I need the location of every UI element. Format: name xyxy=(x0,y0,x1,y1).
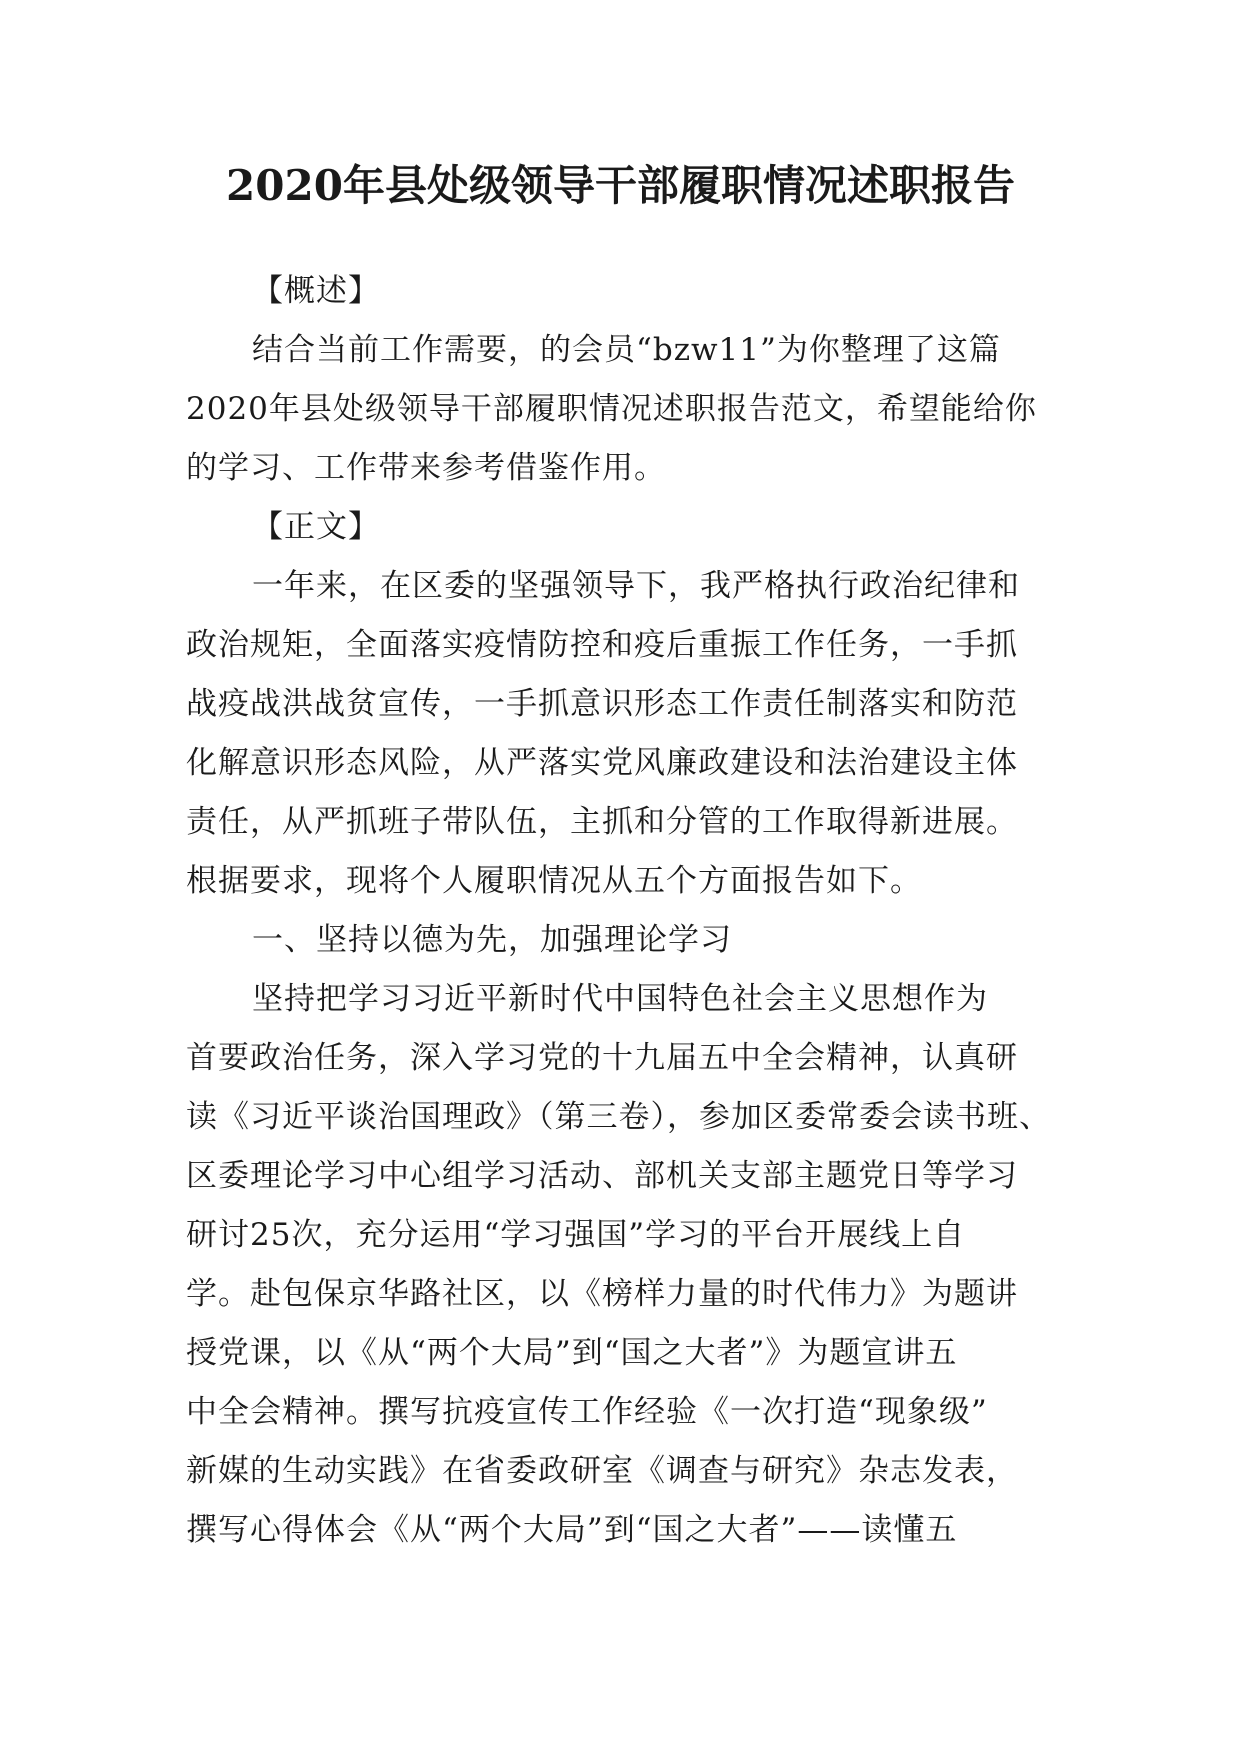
body-line: 结合当前工作需要，的会员“bzw11”为你整理了这篇 xyxy=(252,332,1001,368)
document-title: 2020年县处级领导干部履职情况述职报告 xyxy=(226,161,1015,210)
body-line: 战疫战洪战贫宣传，一手抓意识形态工作责任制落实和防范 xyxy=(186,686,1018,722)
body-line: 2020年县处级领导干部履职情况述职报告范文，希望能给你 xyxy=(186,391,1037,427)
body-line: 首要政治任务，深入学习党的十九届五中全会精神，认真研 xyxy=(186,1040,1018,1076)
body-line: 化解意识形态风险，从严落实党风廉政建设和法治建设主体 xyxy=(186,745,1018,781)
body-line: 【概述】 xyxy=(252,273,380,309)
body-line: 一年来，在区委的坚强领导下，我严格执行政治纪律和 xyxy=(252,568,1020,604)
body-line: 【正文】 xyxy=(252,509,380,545)
body-line: 的学习、工作带来参考借鉴作用。 xyxy=(186,450,666,486)
body-line: 中全会精神。撰写抗疫宣传工作经验《一次打造“现象级” xyxy=(186,1394,988,1430)
body-line: 根据要求，现将个人履职情况从五个方面报告如下。 xyxy=(186,863,922,899)
body-line: 区委理论学习中心组学习活动、部机关支部主题党日等学习 xyxy=(186,1158,1018,1194)
body-line: 政治规矩，全面落实疫情防控和疫后重振工作任务，一手抓 xyxy=(186,627,1018,663)
body-line: 授党课，以《从“两个大局”到“国之大者”》为题宣讲五 xyxy=(186,1335,958,1371)
body-line: 新媒的生动实践》在省委政研室《调查与研究》杂志发表， xyxy=(186,1453,1018,1489)
body-line: 学。赴包保京华路社区，以《榜样力量的时代伟力》为题讲 xyxy=(186,1276,1018,1312)
body-line: 读《习近平谈治国理政》（第三卷），参加区委常委会读书班、 xyxy=(186,1099,1051,1135)
body-line: 一、坚持以德为先，加强理论学习 xyxy=(252,922,732,958)
document-body xyxy=(186,262,1056,1560)
body-line: 撰写心得体会《从“两个大局”到“国之大者”——读懂五 xyxy=(186,1512,958,1548)
body-line: 责任，从严抓班子带队伍，主抓和分管的工作取得新进展。 xyxy=(186,804,1018,840)
body-line: 坚持把学习习近平新时代中国特色社会主义思想作为 xyxy=(252,981,988,1017)
body-line: 研讨25次，充分运用“学习强国”学习的平台开展线上自 xyxy=(186,1217,966,1253)
